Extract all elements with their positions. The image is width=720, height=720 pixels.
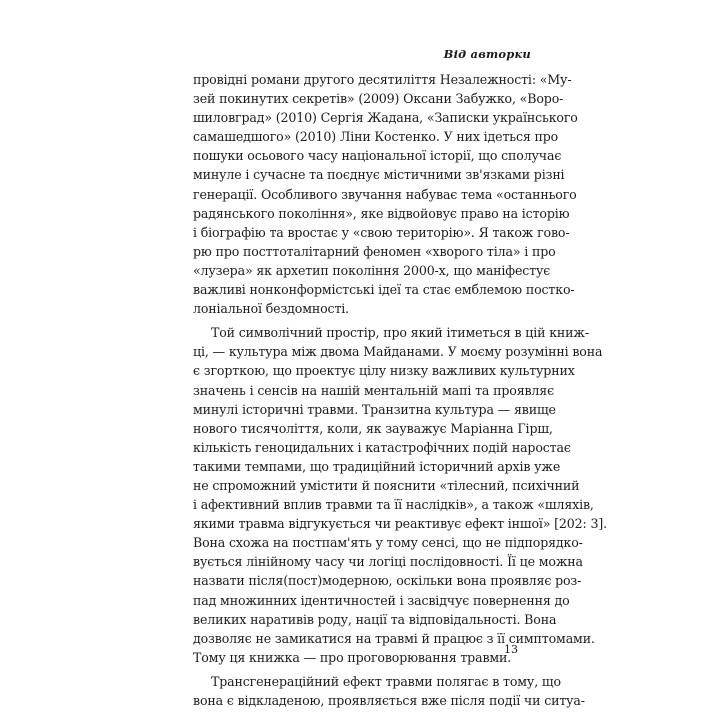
text-line: вується лінійному часу чи логіці послідовності. Її це можна: [193, 554, 583, 570]
text-line: нового тисячоліття, коли, як зауважує Маріанна Гірш,: [193, 420, 553, 436]
text-line: Трансгенераційний ефект травми полягає в тому, що: [211, 673, 561, 689]
text-line: вона є відкладеною, проявляється вже після події чи ситуа-: [193, 693, 585, 708]
text-line: не спроможний умістити й пояснити «тілесний, психічний: [193, 477, 580, 493]
text-line: назвати після(пост)модерною, оскільки вона проявляє роз-: [193, 573, 582, 589]
text-line: важливі нонконформістські ідеї та стає емблемою постко-: [193, 282, 575, 298]
text-line: радянського покоління», яке відвойовує право на історію: [193, 205, 570, 221]
text-line: рю про посттоталітарний феномен «хворого тіла» і про: [193, 243, 556, 259]
text-line: кількість геноцидальних і катастрофічних подій наростає: [193, 439, 571, 455]
text-line: ці, — культура між двома Майданами. У моєму розумінні вона: [193, 344, 603, 360]
text-line: дозволяє не замикатися на травмі й працює з її симптомами.: [193, 630, 595, 646]
text-line: самашедшого» (2010) Ліни Костенко. У них ідеться про: [193, 129, 559, 145]
page-number: 13: [504, 643, 518, 656]
text-line: пошуки осьового часу національної історії, що сполучає: [193, 148, 562, 164]
text-line: пад множинних ідентичностей і засвідчує повернення до: [193, 592, 570, 608]
text-line: є згорткою, що проектує цілу низку важливих культурних: [193, 363, 575, 379]
body-text: [193, 70, 607, 710]
text-line: Вона схожа на постпам'ять у тому сенсі, що не підпорядко-: [193, 535, 583, 551]
text-line: значень і сенсів на нашій ментальній мапі та проявляє: [193, 382, 554, 398]
text-line: великих наративів роду, нації та відповідальності. Вона: [193, 611, 557, 627]
text-line: такими темпами, що традиційний історичний архів уже: [193, 458, 561, 474]
text-line: генерації. Особливого звучання набуває тема «останнього: [193, 186, 577, 202]
text-line: Тому ця книжка — про проговорювання травми.: [193, 649, 512, 665]
text-line: провідні романи другого десятиліття Незалежності: «Му-: [193, 72, 572, 87]
text-line: минуле і сучасне та поєднує містичними зв'язками різні: [193, 167, 565, 183]
text-line: зей покинутих секретів» (2009) Оксани Забужко, «Воро-: [193, 91, 564, 107]
text-line: шиловград» (2010) Сергія Жадана, «Записки українського: [193, 110, 578, 126]
text-line: лоніальної бездомності.: [193, 301, 349, 317]
text-line: Той символічний простір, про який ітиметься в цій книж-: [211, 325, 589, 341]
text-line: «лузера» як архетип покоління 2000-х, що маніфестує: [193, 262, 551, 278]
text-line: і афективний вплив травми та її наслідків», а також «шляхів,: [193, 497, 594, 513]
text-line: і біографію та вростає у «свою територію». Я також гово-: [193, 224, 570, 240]
text-line: якими травма відгукується чи реактивує ефект іншої» [202: 3].: [193, 516, 607, 532]
text-line: минулі історичні травми. Транзитна культура — явище: [193, 401, 556, 417]
running-head: Від авторки: [443, 47, 531, 61]
